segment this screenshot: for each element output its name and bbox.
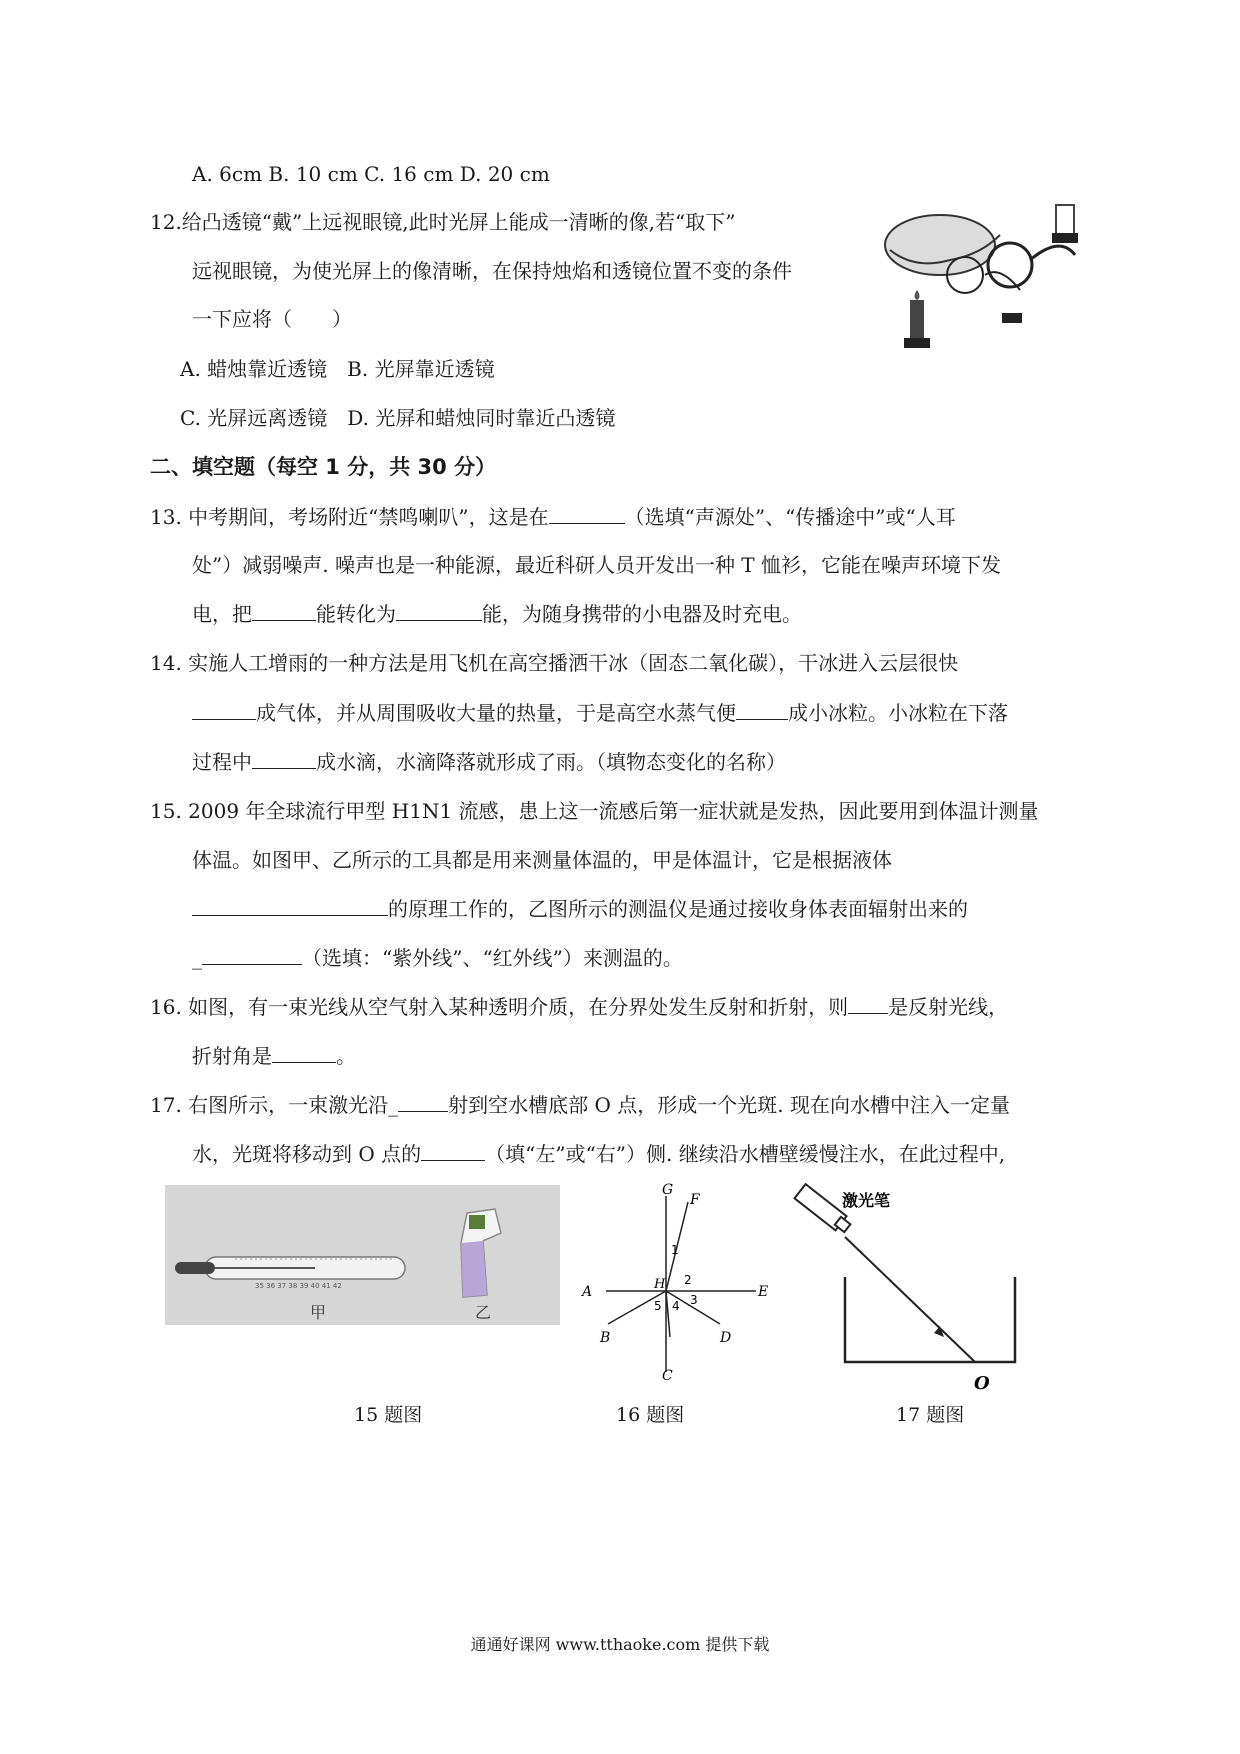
q13-line3 — [192, 600, 802, 628]
fig16-label-d: D — [720, 1330, 732, 1346]
q13-blank-3 — [396, 600, 482, 621]
q15-blank-1 — [192, 895, 388, 916]
q17-text-d: （填“左”或“右”）侧. 继续沿水槽壁缓慢注水，在此过程中, — [485, 1142, 1006, 1166]
q13-text-a: 13. 中考期间，考场附近“禁鸣喇叭”，这是在 — [150, 505, 549, 529]
fig15-label-jia: 甲 — [310, 1303, 327, 1322]
q12-line1: 12.给凸透镜“戴”上远视眼镜,此时光屏上能成一清晰的像,若“取下” — [150, 210, 736, 234]
fig16-label-b: B — [600, 1330, 611, 1346]
q16-blank-2 — [272, 1042, 336, 1063]
q17-text-b: 射到空水槽底部 O 点，形成一个光斑. 现在向水槽中注入一定量 — [448, 1093, 1010, 1117]
q16-text-a: 16. 如图，有一束光线从空气射入某种透明介质，在分界处发生反射和折射，则 — [150, 995, 849, 1019]
q15-line2: 体温。如图甲、乙所示的工具都是用来测量体温的，甲是体温计，它是根据液体 — [192, 848, 892, 872]
fig15-scale: 35 36 37 38 39 40 41 42 — [255, 1282, 342, 1290]
fig16-label-f: F — [690, 1192, 700, 1208]
fig16-angle-3: 3 — [690, 1293, 698, 1307]
q17-blank-2 — [421, 1140, 485, 1161]
fig17-caption: 17 题图 — [896, 1404, 965, 1426]
q14-text-d: 成水滴，水滴降落就形成了雨。（填物态变化的名称） — [316, 750, 786, 774]
q15-text-a: 的原理工作的，乙图所示的测温仪是通过接收身体表面辐射出来的 — [388, 897, 968, 921]
q12-line2: 远视眼镜，为使光屏上的像清晰，在保持烛焰和透镜位置不变的条件 — [192, 259, 792, 283]
q14-blank-2 — [736, 699, 788, 720]
q12-option-ab: A. 蜡烛靠近透镜 B. 光屏靠近透镜 — [180, 357, 495, 381]
q16-blank-1 — [848, 993, 888, 1014]
q12-option-cd: C. 光屏远离透镜 D. 光屏和蜡烛同时靠近凸透镜 — [180, 406, 616, 430]
q16-text-b: 是反射光线， — [888, 995, 1009, 1019]
fig16-angle-2: 2 — [684, 1273, 692, 1287]
q15-line4 — [192, 944, 683, 972]
page-footer: 通通好课网 www.tthaoke.com 提供下载 — [470, 1635, 770, 1654]
fig15-caption: 15 题图 — [354, 1404, 423, 1426]
q15-blank-2 — [202, 944, 302, 965]
q14-line1: 14. 实施人工增雨的一种方法是用飞机在高空播洒干冰（固态二氧化碳），干冰进入云层很快 — [150, 651, 959, 675]
q16-line2 — [192, 1042, 356, 1070]
q15-text-b: _ — [192, 946, 202, 970]
fig17-point-o: O — [974, 1373, 990, 1392]
q14-line3 — [192, 748, 786, 776]
fig15-thermometers — [165, 1185, 560, 1325]
q14-line2 — [192, 699, 1008, 727]
fig17-laser-label: 激光笔 — [842, 1191, 891, 1210]
fig16-caption: 16 题图 — [616, 1404, 685, 1426]
q13-text-c: 电，把 — [192, 602, 252, 626]
fig16-ray-diagram — [578, 1182, 778, 1382]
fig16-angle-1: 1 — [671, 1243, 679, 1257]
q15-line3 — [192, 895, 968, 923]
q14-blank-1 — [192, 699, 256, 720]
fig16-label-c: C — [662, 1368, 673, 1382]
q14-text-c: 过程中 — [192, 750, 252, 774]
q15-line1: 15. 2009 年全球流行甲型 H1N1 流感，患上这一流感后第一症状就是发热，因此要用到体温计测量 — [150, 799, 1039, 823]
fig16-label-a: A — [582, 1284, 593, 1300]
fig16-angle-5: 5 — [654, 1299, 662, 1313]
q14-text-b: 成小冰粒。小冰粒在下落 — [788, 701, 1008, 725]
q14-text-a: 成气体，并从周围吸收大量的热量，于是高空水蒸气便 — [256, 701, 736, 725]
q17-line1 — [150, 1091, 1010, 1119]
q13-blank-1 — [549, 503, 625, 524]
q12-lens-illustration — [860, 195, 1100, 365]
fig16-label-g: G — [662, 1182, 674, 1198]
q15-text-c: （选填：“紫外线”、“红外线”）来测温的。 — [302, 946, 683, 970]
q17-blank-1 — [398, 1091, 448, 1112]
q13-line1 — [150, 503, 956, 531]
fig15-label-yi: 乙 — [475, 1303, 492, 1322]
fig16-label-h: H — [654, 1277, 666, 1292]
q16-line1 — [150, 993, 1008, 1021]
fig16-label-e: E — [758, 1284, 769, 1300]
q13-blank-2 — [252, 600, 316, 621]
q13-line2: 处”）减弱噪声. 噪声也是一种能源，最近科研人员开发出一种 T 恤衫，它能在噪声环境下发 — [192, 553, 1001, 577]
q13-text-d: 能转化为 — [316, 602, 396, 626]
q11-options: A. 6cm B. 10 cm C. 16 cm D. 20 cm — [192, 162, 550, 186]
q16-text-d: 。 — [336, 1044, 356, 1068]
q13-text-e: 能，为随身携带的小电器及时充电。 — [482, 602, 802, 626]
q16-text-c: 折射角是 — [192, 1044, 272, 1068]
q17-text-a: 17. 右图所示，一束激光沿_ — [150, 1093, 399, 1117]
q12-line3: 一下应将（ ） — [192, 307, 352, 331]
fig16-angle-4: 4 — [672, 1299, 680, 1313]
section-title: 二、填空题（每空 1 分，共 30 分） — [150, 455, 497, 479]
q14-blank-3 — [252, 748, 316, 769]
q17-text-c: 水，光斑将移动到 O 点的 — [192, 1142, 422, 1166]
q13-text-b: （选填“声源处”、“传播途中”或“人耳 — [624, 505, 956, 529]
fig17-laser-tank — [790, 1182, 1020, 1392]
q17-line2 — [192, 1140, 1005, 1168]
